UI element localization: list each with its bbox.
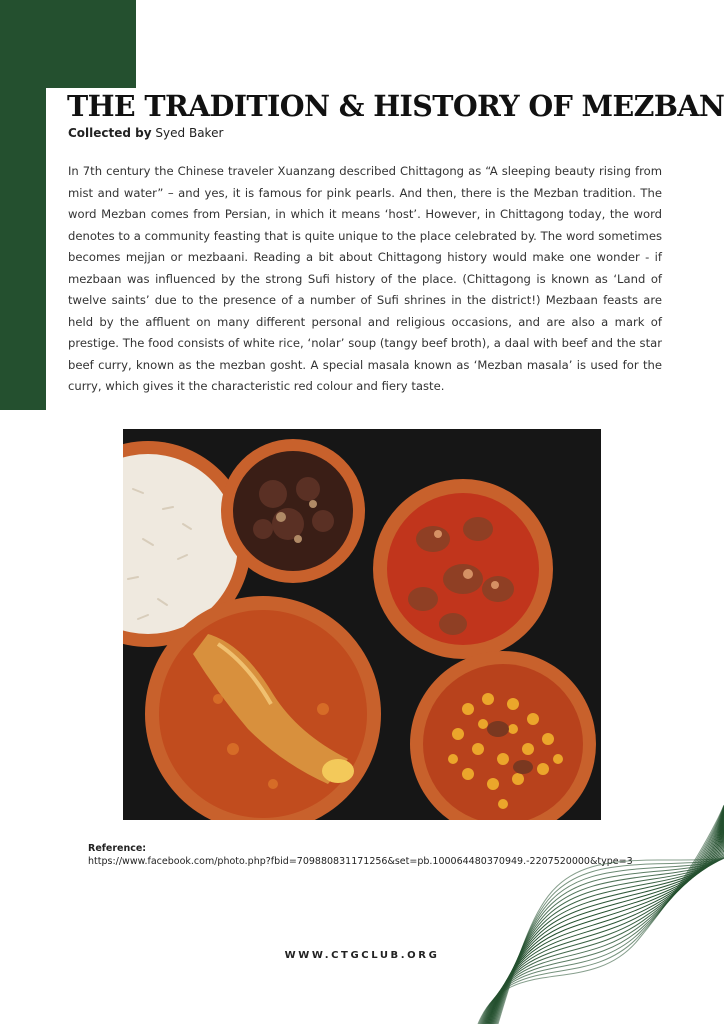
- decorative-green-sidebar: [0, 0, 46, 410]
- byline-author: Syed Baker: [155, 126, 224, 140]
- byline-label: Collected by: [68, 126, 152, 140]
- article-body: In 7th century the Chinese traveler Xuanzang described Chittagong as “A sleeping beauty rising from mist and water” – and yes, it is famous for pink pearls. And then, there is the Mezban tradition. The word Mezban comes from Persian, in which it means ‘host’. However, in Chittagong today, the word denotes to a community feasting that is quite unique to the place celebrated by. The word sometimes becomes mejjan or mezbaani. Reading a bit about Chittagong history would make one wonder - if mezbaan was influenced by the strong Sufi history of the place. (Chittagong is known as ‘Land of twelve saints’ due to the presence of a number of Sufi shrines in the district!) Mezbaan feasts are held by the affluent on many different personal and religious occasions, and are also a mark of prestige. The food consists of white rice, ‘nolar’ soup (tangy beef broth), a daal with beef and the star beef curry, known as the mezban gosht. A special masala known as ‘Mezban masala’ is used for the curry, which gives it the characteristic red colour and fiery taste.: [68, 164, 662, 393]
- mezban-food-photo: [123, 429, 601, 820]
- decorative-wave-lines: [468, 800, 724, 1024]
- footer-website[interactable]: WWW.CTGCLUB.ORG: [284, 950, 440, 961]
- byline: [68, 125, 223, 141]
- food-illustration: [123, 429, 601, 820]
- reference-label: Reference:: [88, 843, 147, 854]
- page-title: THE TRADITION & HISTORY OF MEZBAN: [67, 89, 724, 123]
- reference-url[interactable]: https://www.facebook.com/photo.php?fbid=709880831171256&set=pb.100064480370949.-2207520000&type=3: [88, 856, 633, 867]
